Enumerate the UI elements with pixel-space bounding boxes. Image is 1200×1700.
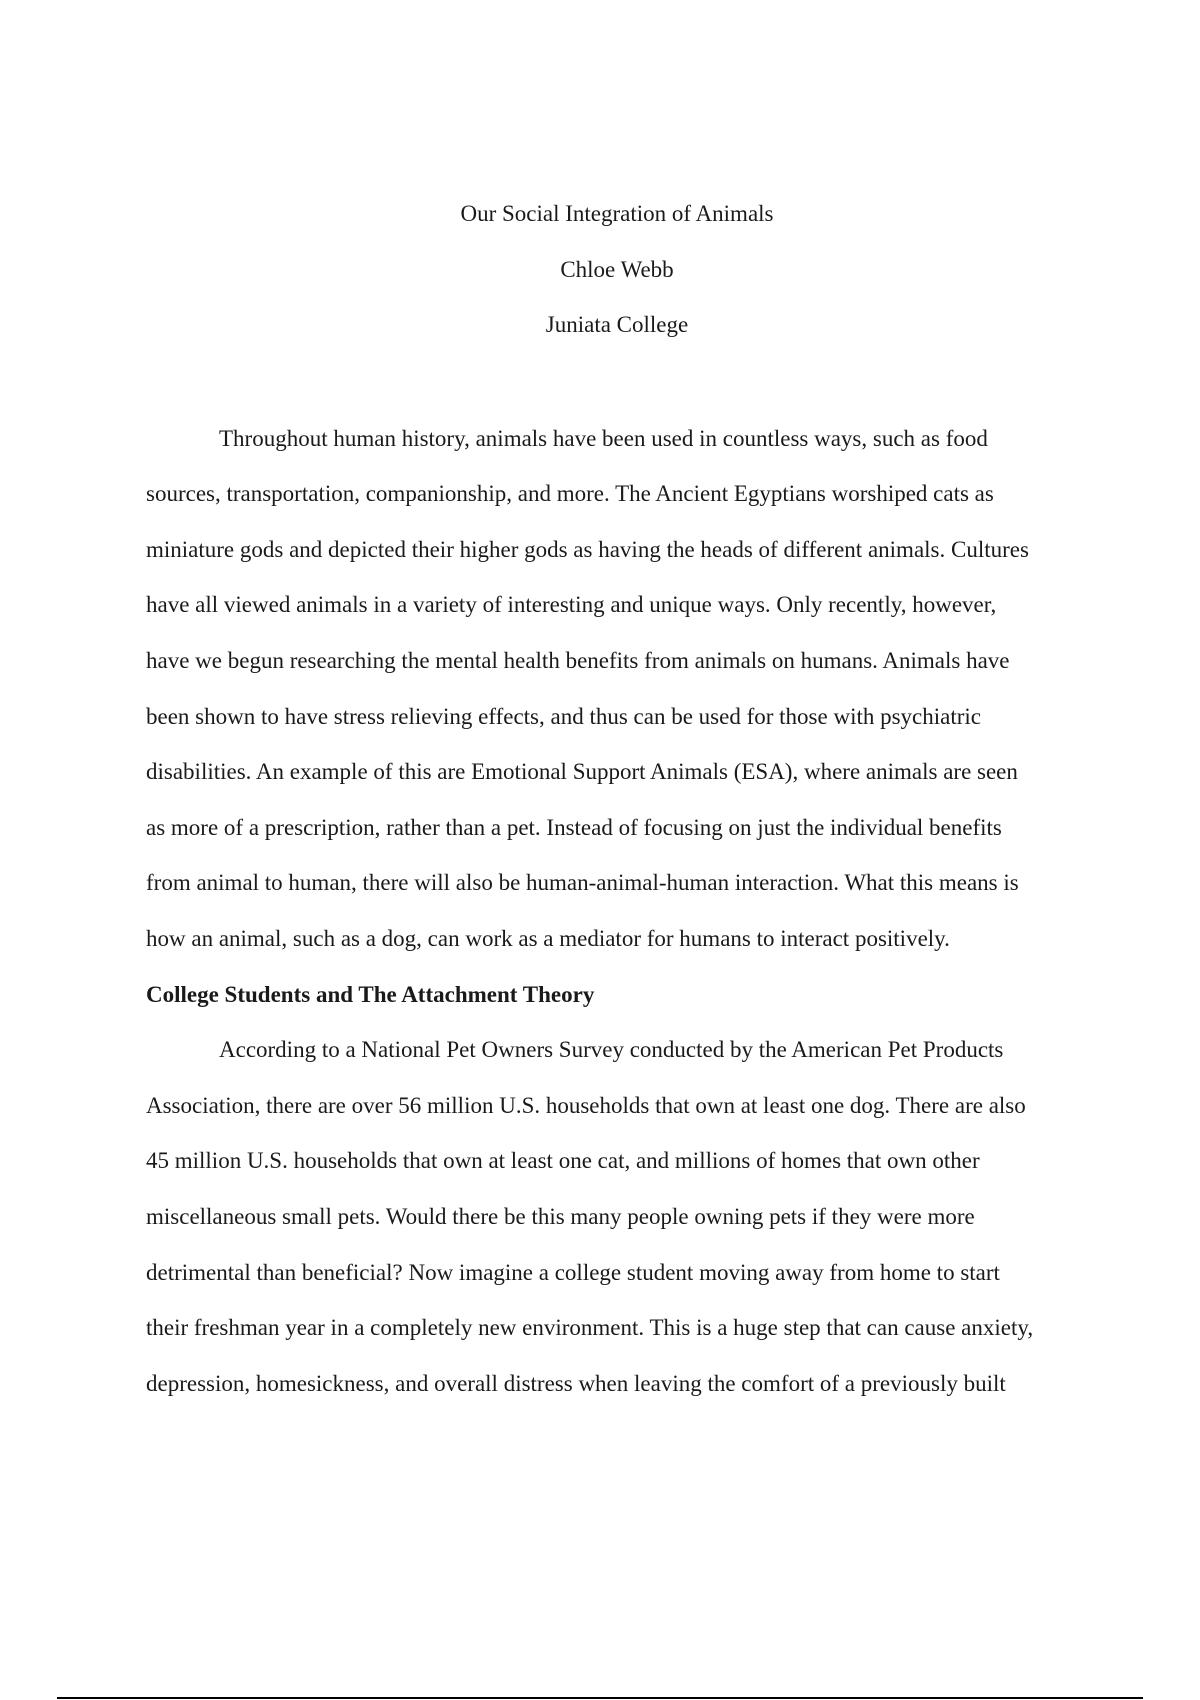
paragraph-line: depression, homesickness, and overall distress when leaving the comfort of a previously built xyxy=(146,1371,1006,1396)
paragraph-line: have we begun researching the mental health benefits from animals on humans. Animals have xyxy=(146,648,1010,673)
institution-name: Juniata College xyxy=(545,312,689,337)
paragraph-line: been shown to have stress relieving effects, and thus can be used for those with psychiatric xyxy=(146,704,982,729)
paragraph-line: disabilities. An example of this are Emotional Support Animals (ESA), where animals are seen xyxy=(146,759,1018,784)
document-title: Our Social Integration of Animals xyxy=(460,201,774,226)
paragraph-line: Association, there are over 56 million U.S. households that own at least one dog. There are also xyxy=(146,1093,1026,1118)
paragraph-line: According to a National Pet Owners Survey conducted by the American Pet Products xyxy=(219,1037,1004,1062)
paragraph-line: their freshman year in a completely new environment. This is a huge step that can cause anxiety, xyxy=(146,1315,1034,1340)
paragraph-line: sources, transportation, companionship, and more. The Ancient Egyptians worshiped cats as xyxy=(146,481,994,506)
section-heading: College Students and The Attachment Theory xyxy=(146,982,595,1007)
paragraph-line: Throughout human history, animals have been used in countless ways, such as food xyxy=(219,426,988,451)
paragraph-line: miniature gods and depicted their higher gods as having the heads of different animals. Cultures xyxy=(146,537,1029,562)
paragraph-line: detrimental than beneficial? Now imagine a college student moving away from home to start xyxy=(146,1260,1000,1285)
paragraph-line: as more of a prescription, rather than a pet. Instead of focusing on just the individual benefits xyxy=(146,815,1002,840)
page-bottom-rule xyxy=(57,1697,1143,1699)
paragraph-line: miscellaneous small pets. Would there be this many people owning pets if they were more xyxy=(146,1204,975,1229)
paragraph-line: 45 million U.S. households that own at least one cat, and millions of homes that own other xyxy=(146,1148,980,1173)
paragraph-line: how an animal, such as a dog, can work as a mediator for humans to interact positively. xyxy=(146,926,950,951)
author-name: Chloe Webb xyxy=(560,257,674,282)
paragraph-line: from animal to human, there will also be human-animal-human interaction. What this means is xyxy=(146,870,1019,895)
paragraph-line: have all viewed animals in a variety of interesting and unique ways. Only recently, however, xyxy=(146,592,997,617)
